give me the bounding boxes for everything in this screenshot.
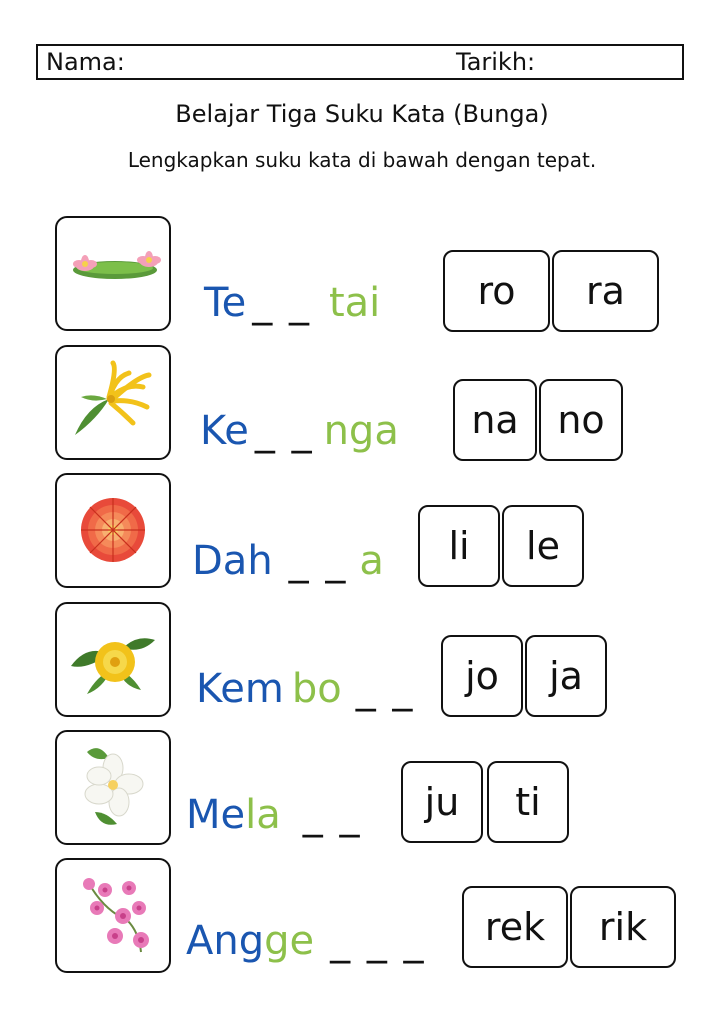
row-2-part-1: Ke xyxy=(200,408,249,454)
row-3-word xyxy=(192,538,384,584)
row-5-blank[interactable]: _ _ xyxy=(302,792,362,838)
row-4-picture xyxy=(55,602,171,717)
row-3-option-1[interactable]: li xyxy=(418,505,500,587)
row-6-option-2[interactable]: rik xyxy=(570,886,676,968)
row-5-part-2: la xyxy=(245,792,281,838)
row-2-blank[interactable]: _ _ xyxy=(254,408,314,454)
worksheet-title: Belajar Tiga Suku Kata (Bunga) xyxy=(175,100,549,128)
orchid-icon xyxy=(57,860,169,971)
row-1-picture xyxy=(55,216,171,331)
row-6-blank[interactable]: _ _ _ xyxy=(330,918,426,964)
row-6-option-1[interactable]: rek xyxy=(462,886,568,968)
row-1-part-3: tai xyxy=(328,280,381,326)
yellow-flower-icon xyxy=(57,604,169,715)
row-5-word xyxy=(186,792,361,838)
row-3-part-3: a xyxy=(359,538,384,584)
row-4-part-2: bo xyxy=(291,666,342,712)
row-5-option-2[interactable]: ti xyxy=(487,761,569,843)
row-2-option-1[interactable]: na xyxy=(453,379,537,461)
row-3-option-2[interactable]: le xyxy=(502,505,584,587)
row-2-word xyxy=(200,408,399,454)
row-2-option-2[interactable]: no xyxy=(539,379,623,461)
row-1-option-1[interactable]: ro xyxy=(443,250,550,332)
row-3-part-1: Dah xyxy=(192,538,273,584)
row-5-picture xyxy=(55,730,171,845)
name-label: Nama: xyxy=(46,48,125,76)
row-3-blank[interactable]: _ _ xyxy=(288,538,348,584)
name-date-box xyxy=(36,44,684,80)
row-1-part-1: Te xyxy=(204,280,247,326)
row-4-word xyxy=(196,666,414,712)
ylang-ylang-icon xyxy=(57,347,169,458)
row-4-option-2[interactable]: ja xyxy=(525,635,607,717)
date-label: Tarikh: xyxy=(456,48,536,76)
jasmine-icon xyxy=(57,732,169,843)
row-2-picture xyxy=(55,345,171,460)
row-1-option-2[interactable]: ra xyxy=(552,250,659,332)
row-6-word xyxy=(186,918,426,964)
water-lily-icon xyxy=(57,218,169,329)
row-6-part-2: ge xyxy=(264,918,315,964)
row-3-picture xyxy=(55,473,171,588)
row-4-option-1[interactable]: jo xyxy=(441,635,523,717)
row-1-word xyxy=(204,280,380,326)
row-5-option-1[interactable]: ju xyxy=(401,761,483,843)
row-6-part-1: Ang xyxy=(186,918,265,964)
row-5-part-1: Me xyxy=(186,792,246,838)
row-4-part-1: Kem xyxy=(196,666,284,712)
dahlia-icon xyxy=(57,475,169,586)
row-4-blank[interactable]: _ _ xyxy=(355,666,415,712)
row-2-part-3: nga xyxy=(323,408,399,454)
row-1-blank[interactable]: _ _ xyxy=(252,280,311,326)
row-6-picture xyxy=(55,858,171,973)
worksheet-instruction: Lengkapkan suku kata di bawah dengan tepat. xyxy=(127,148,597,172)
